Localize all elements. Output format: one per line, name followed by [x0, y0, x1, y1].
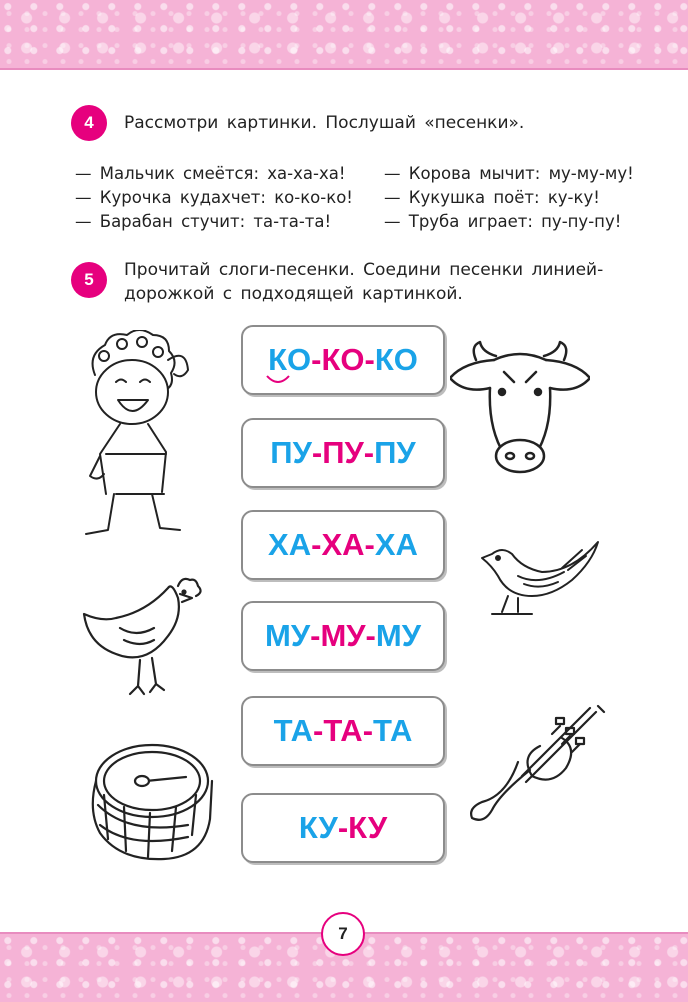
syllable-card-ha[interactable]: ХА - ХА - ХА [241, 510, 445, 580]
syllable: ТА [323, 713, 363, 748]
syllable: ХА [268, 527, 312, 562]
syllable: МУ [375, 618, 421, 653]
song-line: — Курочка кудахчет: ко-ко-ко! [75, 188, 353, 207]
drum-icon[interactable] [78, 735, 214, 865]
cuckoo-icon[interactable] [478, 540, 600, 618]
syllable: КУ [298, 810, 338, 845]
syllable: ПУ [270, 435, 312, 470]
syllable-card-pu[interactable]: ПУ - ПУ - ПУ [241, 418, 445, 488]
syllable: ТА [373, 713, 413, 748]
song-line: — Труба играет: пу-пу-пу! [384, 212, 622, 231]
song-line: — Корова мычит: му-му-му! [384, 164, 634, 183]
cow-icon[interactable] [450, 340, 590, 480]
syllable: МУ [265, 618, 311, 653]
songs-list-left [75, 162, 353, 234]
top-decorative-band [0, 0, 688, 70]
task-5-line-1: Прочитай слоги-песенки. Соедини песенки линией- [124, 260, 604, 280]
syllable: ТА [273, 713, 313, 748]
syllable: МУ [320, 618, 366, 653]
reading-arc-icon [265, 374, 291, 386]
syllable: ПУ [322, 435, 364, 470]
syllable: КО [268, 342, 312, 377]
syllable: ХА [374, 527, 418, 562]
song-line: — Барабан стучит: та-та-та! [75, 212, 332, 231]
syllable: ПУ [374, 435, 416, 470]
syllable: КО [374, 342, 418, 377]
syllable: КО [321, 342, 365, 377]
hen-icon[interactable] [80, 568, 210, 700]
syllable-card-ta[interactable]: ТА - ТА - ТА [241, 696, 445, 766]
trumpet-icon[interactable] [468, 700, 606, 826]
song-line: — Кукушка поёт: ку-ку! [384, 188, 600, 207]
task-5-line-2: дорожкой с подходящей картинкой. [124, 284, 463, 304]
syllable: КУ [348, 810, 388, 845]
task-4-instruction: Рассмотри картинки. Послушай «песенки». [124, 113, 525, 133]
syllable-card-mu[interactable]: МУ - МУ - МУ [241, 601, 445, 671]
song-line: — Мальчик смеётся: ха-ха-ха! [75, 164, 346, 183]
boy-laughing-icon[interactable] [70, 330, 200, 540]
songs-list-right [384, 162, 634, 234]
syllable-card-ko[interactable]: КО - КО - КО [241, 325, 445, 395]
task-number-4: 4 [71, 105, 107, 141]
task-5-instruction [124, 258, 603, 306]
page-number: 7 [321, 912, 365, 956]
task-number-5: 5 [71, 262, 107, 298]
syllable-card-ku[interactable]: КУ - КУ [241, 793, 445, 863]
syllable: ХА [321, 527, 365, 562]
